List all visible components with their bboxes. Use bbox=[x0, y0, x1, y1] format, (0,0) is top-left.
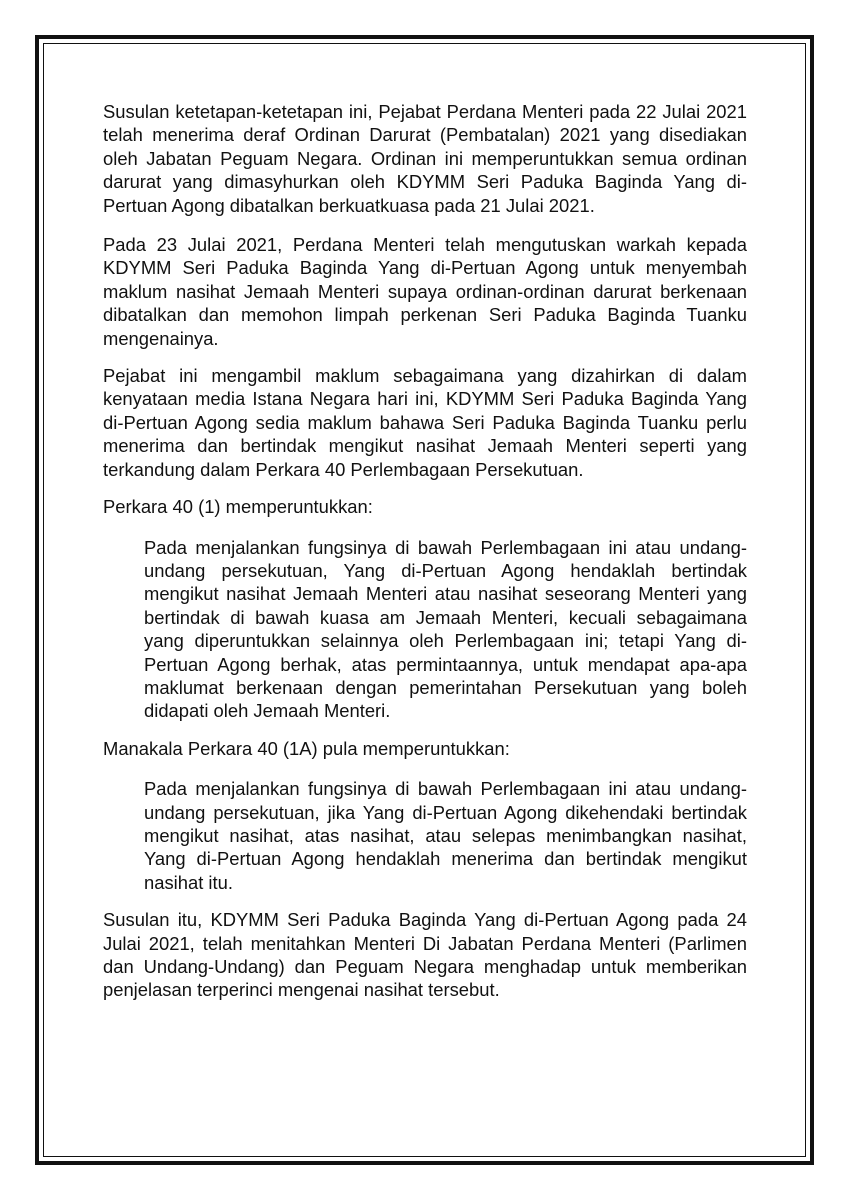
paragraph-audience-decree: Susulan itu, KDYMM Seri Paduka Baginda Yang di-Pertuan Agong pada 24 Julai 2021, telah menitahkan Menteri Di Jabatan Perdana Menteri (Parlimen dan Undang-Undang) dan Peguam Negara menghadap untuk memberikan penjelasan terperinci mengenai nasihat tersebut. bbox=[103, 909, 747, 1001]
paragraph-article-40-1-intro: Perkara 40 (1) memperuntukkan: bbox=[103, 496, 373, 518]
paragraph-istana-statement: Pejabat ini mengambil maklum sebagaimana yang dizahirkan di dalam kenyataan media Istana Negara hari ini, KDYMM Seri Paduka Baginda Yang di-Pertuan Agong sedia maklum bahawa Seri Paduka Baginda Tuanku perlu menerima dan bertindak mengikut nasihat Jemaah Menteri seperti yang terkandung dalam Perkara 40 Perlembagaan Persekutuan. bbox=[103, 365, 747, 480]
quote-article-40-1: Pada menjalankan fungsinya di bawah Perlembagaan ini atau undang-undang persekutuan, Yang di-Pertuan Agong hendaklah bertindak mengikut nasihat Jemaah Menteri atau nasihat seseorang Menteri yang bertindak di bawah kuasa am Jemaah Menteri, kecuali sebagaimana yang diperuntukkan selainnya oleh Perlembagaan ini; tetapi Yang di-Pertuan Agong berhak, atas permintaannya, untuk mendapat apa-apa maklumat berkenaan dengan pemerintahan Persekutuan yang boleh didapati oleh Jemaah Menteri. bbox=[144, 536, 747, 722]
paragraph-article-40-1a-intro: Manakala Perkara 40 (1A) pula memperuntukkan: bbox=[103, 737, 510, 759]
paragraph-pm-letter: Pada 23 Julai 2021, Perdana Menteri telah mengutuskan warkah kepada KDYMM Seri Paduka Baginda Yang di-Pertuan Agong untuk menyembah maklum nasihat Jemaah Menteri supaya ordinan-ordinan darurat berkenaan dibatalkan dan memohon limpah perkenan Seri Paduka Baginda Tuanku mengenainya. bbox=[103, 234, 747, 349]
paragraph-ordinance-draft: Susulan ketetapan-ketetapan ini, Pejabat Perdana Menteri pada 22 Julai 2021 telah menerima deraf Ordinan Darurat (Pembatalan) 2021 yang disediakan oleh Jabatan Peguam Negara. Ordinan ini memperuntukkan semua ordinan darurat yang dimasyhurkan oleh KDYMM Seri Paduka Baginda Yang di-Pertuan Agong dibatalkan berkuatkuasa pada 21 Julai 2021. bbox=[103, 101, 747, 216]
document-body bbox=[103, 100, 747, 1016]
quote-article-40-1a: Pada menjalankan fungsinya di bawah Perlembagaan ini atau undang-undang persekutuan, jika Yang di-Pertuan Agong dikehendaki bertindak mengikut nasihat, atas nasihat, atau selepas menimbangkan nasihat, Yang di-Pertuan Agong hendaklah menerima dan bertindak mengikut nasihat itu. bbox=[144, 778, 747, 893]
